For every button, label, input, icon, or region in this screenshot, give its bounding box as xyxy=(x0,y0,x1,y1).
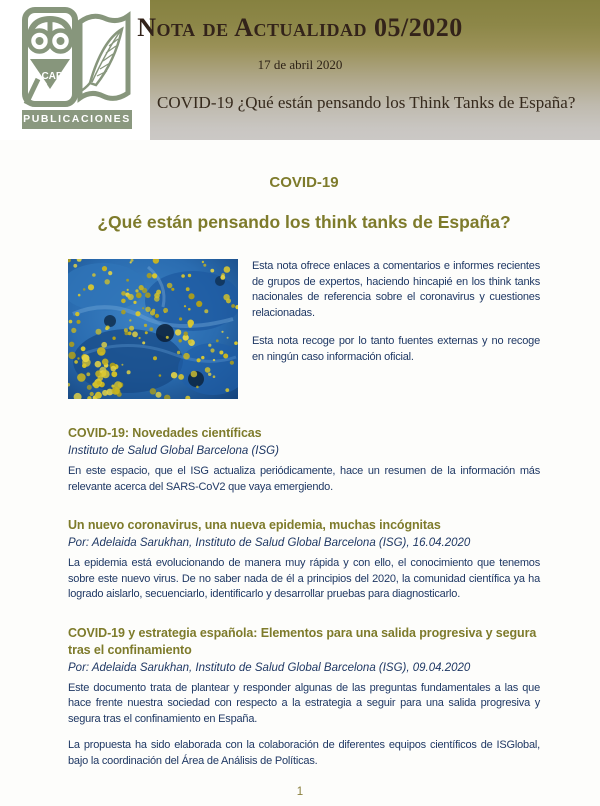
document-body xyxy=(0,174,600,769)
section-byline: Por: Adelaida Sarukhan, Instituto de Salud Global Barcelona (ISG), 16.04.2020 xyxy=(68,537,471,549)
section-paragraph: Este documento trata de plantear y responder algunas de las preguntas fundamentales a las que hace frente nuestra sociedad con respecto a la estrategia a seguir para una salida progresiva y segura tras el confinamiento en España. xyxy=(68,681,540,725)
section-byline: Por: Adelaida Sarukhan, Instituto de Salud Global Barcelona (ISG), 09.04.2020 xyxy=(68,661,471,674)
page-number: 1 xyxy=(296,786,304,798)
section-nuevo-coronavirus xyxy=(68,517,540,603)
intro-paragraph: Esta nota recoge por lo tanto fuentes externas y no recoge en ningún caso información oficial. xyxy=(252,335,540,363)
newsletter-subtitle: COVID-19 ¿Qué están pensando los Think Tanks de España? xyxy=(157,93,576,112)
newsletter-date: 17 de abril 2020 xyxy=(257,57,343,72)
section-paragraph: La epidemia está evolucionando de manera muy rápida y con ello, el conocimiento que tenemos sobre este nuevo virus. De no saber nada de él a principios del 2020, la comunidad científica ya ha logrado aislarlo, secuenciarlo, identificarlo y desarrollar pruebas para diagnosticarlo. xyxy=(68,557,540,600)
header-banner xyxy=(0,0,600,140)
section-paragraph: La propuesta ha sido elaborada con la colaboración de diferentes equipos científicos de ISGlobal, bajo la coordinación del Área de Análisis de Políticas. xyxy=(68,739,540,767)
main-title-line2: ¿Qué están pensando los think tanks de España? xyxy=(97,212,511,232)
intro-block xyxy=(68,259,540,399)
main-title-line1: COVID-19 xyxy=(269,174,339,191)
publisher-caption: PUBLICACIONES xyxy=(22,110,132,129)
section-estrategia-espanola xyxy=(68,625,540,770)
newsletter-title: Nota de Actualidad 05/2020 xyxy=(137,13,463,42)
section-heading: COVID-19 y estrategia española: Elementos para una salida progresiva y segura tras el confinamiento xyxy=(68,625,537,657)
intro-paragraph: Esta nota ofrece enlaces a comentarios e informes recientes de grupos de expertos, haciendo hincapié en los think tanks nacionales de referencia sobre el coronavirus y cuestiones relacionadas. xyxy=(252,260,540,319)
page-footer xyxy=(0,782,600,800)
intro-text xyxy=(252,259,540,365)
section-heading: Un nuevo coronavirus, una nueva epidemia, muchas incógnitas xyxy=(68,518,441,532)
section-novedades-cientificas xyxy=(68,425,540,495)
section-byline: Instituto de Salud Global Barcelona (ISG) xyxy=(68,445,279,457)
section-paragraph: En este espacio, que el ISG actualiza periódicamente, hace un resumen de la información más relevante acerca del SARS-CoV2 que vaya emergiendo. xyxy=(68,465,540,493)
section-heading: COVID-19: Novedades científicas xyxy=(68,426,262,440)
coronavirus-image xyxy=(68,259,238,399)
svg-text:CAP: CAP xyxy=(41,71,63,82)
